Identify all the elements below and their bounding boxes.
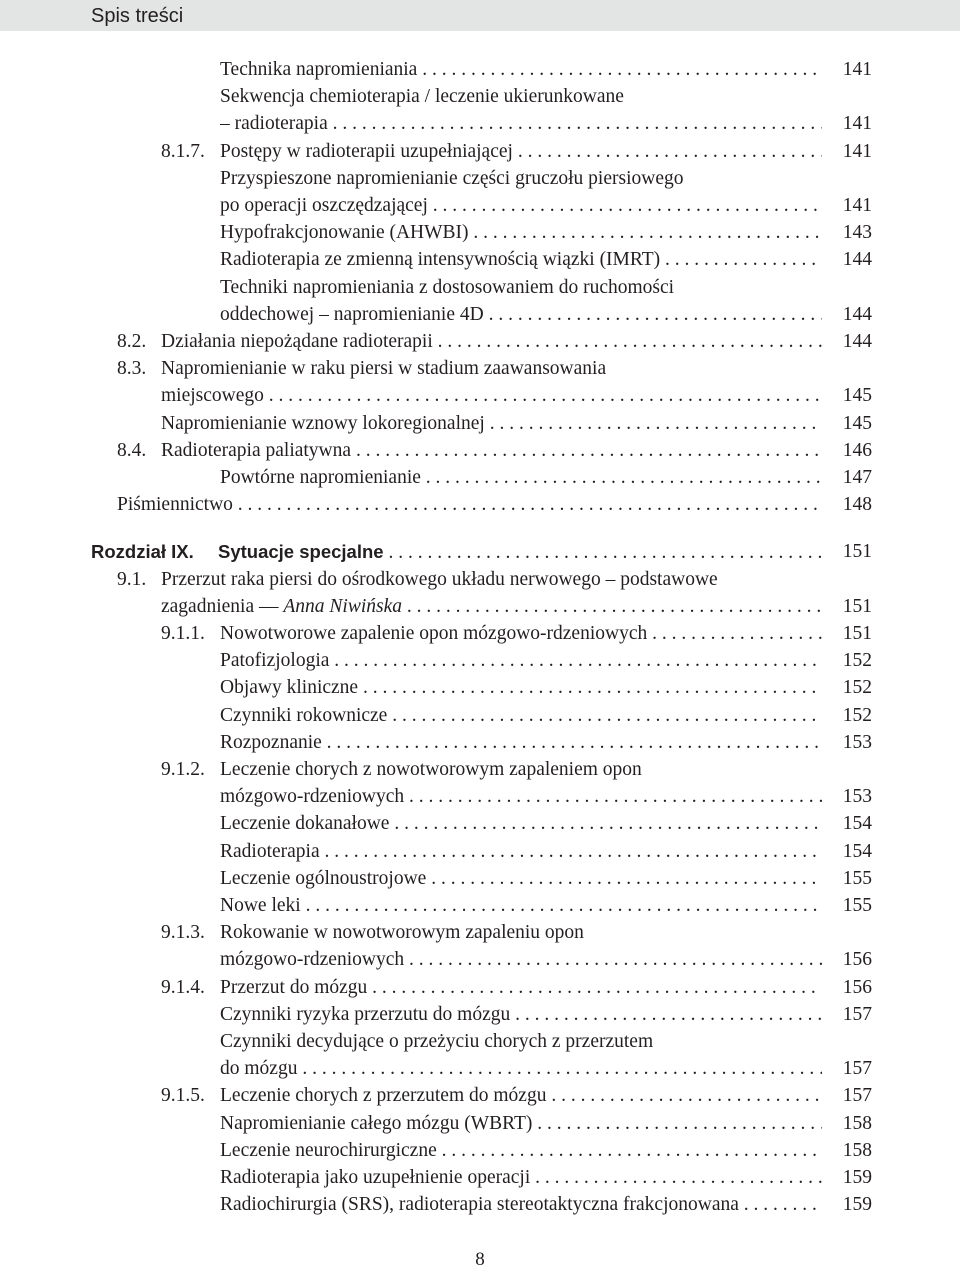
toc-entry-page: 157 <box>842 1085 872 1107</box>
toc-entry-title <box>220 892 822 919</box>
toc-entry-text: po operacji oszczędzającej <box>220 195 428 216</box>
toc-entry-page: 152 <box>842 650 872 672</box>
toc-entry-title <box>161 593 822 620</box>
toc-entry-text: Rokowanie w nowotworowym zapaleniu opon <box>220 922 584 944</box>
toc-entry-text: Nowe leki <box>220 895 301 916</box>
toc-entry-text: Czynniki rokownicze <box>220 704 388 726</box>
toc-entry-title <box>220 1028 822 1055</box>
toc-entry-page: 146 <box>842 439 872 461</box>
toc-entry-title <box>220 946 822 973</box>
toc-entry[interactable] <box>0 246 960 273</box>
toc-entry-text: Hypofrakcjonowanie (AHWBI) <box>220 222 469 244</box>
toc-entry[interactable] <box>0 1055 960 1082</box>
toc-entry-page: 159 <box>842 1167 872 1188</box>
toc-entry-title <box>220 838 822 865</box>
toc-entry-text: zagadnienia — <box>161 595 284 617</box>
toc-entry-text: mózgowo-rdzeniowych <box>220 949 405 971</box>
toc-entry-number: 9.1.1. <box>161 623 205 644</box>
toc-entry[interactable] <box>0 1110 960 1137</box>
toc-entry[interactable] <box>0 974 960 1001</box>
toc-entry-title <box>161 410 822 437</box>
toc-entry-number: 8.4. <box>117 439 147 461</box>
toc-entry[interactable] <box>0 219 960 246</box>
toc-entry-text: Radioterapia jako uzupełnienie operacji <box>220 1167 531 1188</box>
toc-entry-title <box>161 566 822 593</box>
toc-entry[interactable] <box>0 865 960 892</box>
toc-entry[interactable] <box>0 756 960 783</box>
toc-entry[interactable] <box>0 566 960 593</box>
toc-entry-number: 9.1.5. <box>161 1085 205 1107</box>
toc-entry-text: – radioterapia <box>220 113 328 135</box>
toc-entry-title <box>220 919 822 946</box>
toc-entry-page: 153 <box>842 731 872 753</box>
toc-entry-number: 9.1.4. <box>161 976 205 998</box>
toc-entry-text: Radiochirurgia (SRS), radioterapia stereotaktyczna frakcjonowana <box>220 1194 739 1216</box>
toc-entry-title <box>220 1164 822 1191</box>
toc-entry-page: 145 <box>842 412 872 434</box>
toc-entry-text: Radioterapia <box>220 840 320 862</box>
toc-entry[interactable] <box>0 328 960 355</box>
toc-entry-page: 151 <box>842 623 872 644</box>
toc-entry-page: 141 <box>842 140 872 162</box>
toc-entry[interactable] <box>0 56 960 83</box>
toc-entry-page: 152 <box>842 677 872 699</box>
toc-entry-page: 144 <box>842 249 872 271</box>
toc-entry-page: 156 <box>842 976 872 998</box>
toc-entry-title <box>220 647 822 674</box>
toc-entry-text: Przyspieszone napromienianie części gruczołu piersiowego <box>220 167 684 189</box>
toc-entry-page: 141 <box>842 59 872 80</box>
toc-entry-page: 153 <box>842 786 872 808</box>
toc-entry-title <box>220 1082 822 1109</box>
toc-entry-title <box>220 810 822 837</box>
toc-entry-page: 147 <box>842 467 872 488</box>
toc-entry-number: 9.1. <box>117 568 147 590</box>
toc-entry-text: Napromienianie wznowy lokoregionalnej <box>161 412 485 434</box>
toc-entry-text: Piśmiennictwo <box>117 494 233 516</box>
toc-entry[interactable] <box>0 355 960 382</box>
toc-entry-number: 8.1.7. <box>161 140 205 162</box>
toc-entry[interactable] <box>0 165 960 192</box>
toc-entry[interactable] <box>0 410 960 437</box>
toc-entry-title <box>218 538 822 566</box>
toc-entry-text: Leczenie dokanałowe <box>220 813 390 835</box>
toc-entry[interactable] <box>0 729 960 756</box>
toc-entry[interactable] <box>0 192 960 219</box>
toc-entry-page: 154 <box>842 813 872 835</box>
toc-entry-page: 159 <box>842 1194 872 1216</box>
toc-entry-page: 158 <box>842 1112 872 1134</box>
toc-entry-title <box>220 674 822 701</box>
toc-entry-text: Czynniki ryzyka przerzutu do mózgu <box>220 1003 511 1025</box>
toc-entry[interactable] <box>0 491 960 518</box>
toc-entry-title <box>161 382 822 409</box>
toc-entry-text: oddechowej – napromienianie 4D <box>220 303 484 325</box>
toc-entry[interactable] <box>0 838 960 865</box>
toc-entry-text: Technika napromieniania <box>220 59 418 80</box>
toc-entry[interactable] <box>0 593 960 620</box>
toc-entry[interactable] <box>0 138 960 165</box>
toc-entry-number: Rozdział IX. <box>91 541 194 563</box>
toc-entry-text: do mózgu <box>220 1058 298 1080</box>
toc-entry-title <box>220 1191 822 1218</box>
toc-entry-text: Leczenie ogólnoustrojowe <box>220 867 427 889</box>
toc-entry-text: Postępy w radioterapii uzupełniającej <box>220 140 513 162</box>
toc-entry-title <box>220 783 822 810</box>
toc-entry-text: Patofizjologia <box>220 650 330 672</box>
toc-entry-title <box>220 620 822 647</box>
toc-entry-text: Leczenie chorych z nowotworowym zapaleniem opon <box>220 759 642 780</box>
toc-entry-page: 156 <box>842 949 872 971</box>
toc-entry[interactable] <box>0 437 960 464</box>
header-title: Spis treści <box>91 5 184 27</box>
toc-entry[interactable] <box>0 1082 960 1109</box>
toc-entry[interactable] <box>0 83 960 110</box>
toc-entry[interactable] <box>0 892 960 919</box>
toc-entry[interactable] <box>0 674 960 701</box>
toc-entry-title <box>220 83 822 110</box>
toc-entry-title <box>220 1137 822 1164</box>
toc-entry-text: Przerzut do mózgu <box>220 976 368 998</box>
toc-entry-number: 8.3. <box>117 358 147 380</box>
toc-entry-page: 151 <box>842 595 872 617</box>
toc-entry-text: Nowotworowe zapalenie opon mózgowo-rdzeniowych <box>220 623 648 644</box>
toc-entry[interactable] <box>0 382 960 409</box>
page-number: 8 <box>475 1249 485 1270</box>
toc-entry-page: 148 <box>842 494 872 516</box>
toc-entry-number: 9.1.3. <box>161 922 205 944</box>
toc-entry-text: Leczenie neurochirurgiczne <box>220 1139 437 1161</box>
toc-entry[interactable] <box>0 647 960 674</box>
toc-entry-page: 155 <box>842 895 872 916</box>
toc-entry-title <box>220 110 822 137</box>
toc-entry[interactable] <box>0 783 960 810</box>
toc-entry-page: 151 <box>842 541 872 563</box>
toc-entry-title <box>220 702 822 729</box>
toc-entry-title <box>117 491 822 518</box>
toc-entry-page: 154 <box>842 840 872 862</box>
toc-entry-text: miejscowego <box>161 385 264 407</box>
toc-entry-text: Objawy kliniczne <box>220 677 359 699</box>
toc-entry-title <box>220 729 822 756</box>
toc-entry-title <box>220 219 822 246</box>
toc-entry-title <box>220 274 822 301</box>
toc-entry[interactable] <box>0 538 960 565</box>
toc-entry[interactable] <box>0 274 960 301</box>
toc-entry-title <box>220 974 822 1001</box>
toc-entry-page: 144 <box>842 303 872 325</box>
toc-entry[interactable] <box>0 1137 960 1164</box>
toc-entry-text: Techniki napromieniania z dostosowaniem do ruchomości <box>220 276 675 298</box>
toc-entry-page: 141 <box>842 113 872 135</box>
toc-entry-page: 152 <box>842 704 872 726</box>
toc-entry[interactable] <box>0 1164 960 1191</box>
toc-entry-page: 144 <box>842 331 872 352</box>
toc-entry[interactable] <box>0 464 960 491</box>
toc-entry-author: Anna Niwińska <box>283 595 403 617</box>
toc-entry-text: Sekwencja chemioterapia / leczenie ukierunkowane <box>220 86 624 108</box>
toc-entry-number: 8.2. <box>117 331 147 352</box>
toc-entry-title <box>220 301 822 328</box>
toc-entry-page: 143 <box>842 222 872 244</box>
toc-entry[interactable] <box>0 702 960 729</box>
toc-entry-page: 145 <box>842 385 872 407</box>
toc-entry-title <box>220 756 822 783</box>
toc-entry-title <box>220 192 822 219</box>
toc-entry[interactable] <box>0 810 960 837</box>
toc-entry[interactable] <box>0 620 960 647</box>
toc-entry-text: Czynniki decydujące o przeżyciu chorych z przerzutem <box>220 1031 654 1052</box>
toc-entry-page: 141 <box>842 195 872 216</box>
toc-entry-text: Radioterapia paliatywna <box>161 439 352 461</box>
toc-entry-page: 158 <box>842 1139 872 1161</box>
toc-entry-title <box>220 56 822 83</box>
toc-entry-text: Napromienianie w raku piersi w stadium zaawansowania <box>161 358 607 380</box>
toc-entry-title <box>161 328 822 355</box>
toc-entry-page: 155 <box>842 867 872 889</box>
toc-entry[interactable] <box>0 1191 960 1218</box>
toc-entry-title <box>161 355 822 382</box>
toc-entry-text: Powtórne napromienianie <box>220 467 421 488</box>
toc-entry-text: Sytuacje specjalne <box>218 541 384 563</box>
toc-entry[interactable] <box>0 1028 960 1055</box>
toc-entry-title <box>220 165 822 192</box>
toc-entry-text: Radioterapia ze zmienną intensywnością wiązki (IMRT) <box>220 249 661 271</box>
toc-entry[interactable] <box>0 1001 960 1028</box>
toc-entry-page: 157 <box>842 1003 872 1025</box>
toc-entry-text: Działania niepożądane radioterapii <box>161 331 433 352</box>
toc-entry-text: Leczenie chorych z przerzutem do mózgu <box>220 1085 547 1107</box>
toc-entry-text: Rozpoznanie <box>220 731 322 753</box>
toc-entry[interactable] <box>0 919 960 946</box>
toc-entry[interactable] <box>0 301 960 328</box>
toc-entry-text: Przerzut raka piersi do ośrodkowego układu nerwowego – podstawowe <box>161 568 718 590</box>
toc-entry-text: mózgowo-rdzeniowych <box>220 786 405 808</box>
toc-entry-page: 157 <box>842 1058 872 1080</box>
toc-entry-title <box>220 1001 822 1028</box>
toc-entry-title <box>161 437 822 464</box>
toc-entry-title <box>220 246 822 273</box>
toc-entry-title <box>220 464 822 491</box>
toc-entry[interactable] <box>0 946 960 973</box>
toc-entry-number: 9.1.2. <box>161 759 205 780</box>
toc-entry-text: Napromienianie całego mózgu (WBRT) <box>220 1112 533 1134</box>
toc-entry-title <box>220 865 822 892</box>
toc-entry-title <box>220 138 822 165</box>
toc-entry-title <box>220 1055 822 1082</box>
toc-entry-title <box>220 1110 822 1137</box>
toc-entry[interactable] <box>0 110 960 137</box>
